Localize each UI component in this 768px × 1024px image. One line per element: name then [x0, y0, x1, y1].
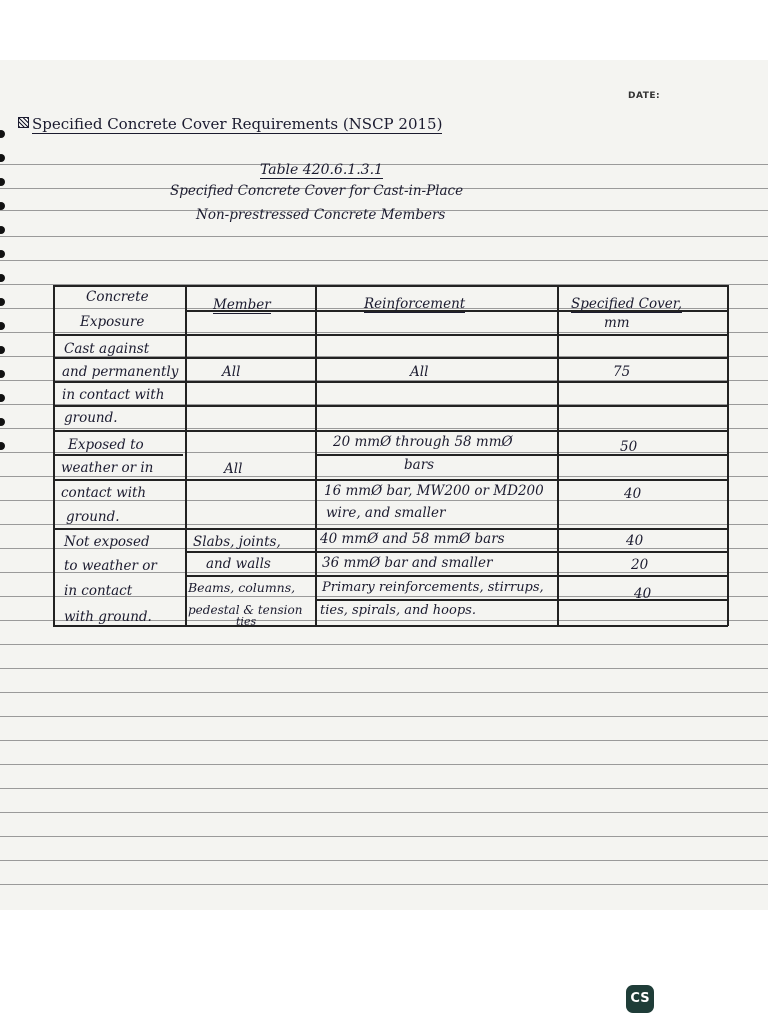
- g2-exposure-line1: Exposed to: [68, 437, 144, 453]
- g3-row3-cover: 40: [634, 586, 652, 602]
- header-cover-line1: Specified Cover,: [571, 296, 683, 312]
- g1-exposure-line1: Cast against: [64, 341, 150, 357]
- g1-exposure-line3: in contact with: [62, 387, 165, 403]
- g1-exposure-line4: ground.: [64, 410, 118, 426]
- g2-row2-cover: 40: [624, 486, 642, 502]
- g2-member: All: [224, 461, 243, 477]
- g2-row1-reinforcement-line1: 20 mmØ through 58 mmØ: [333, 434, 513, 450]
- camscanner-logo: CS: [626, 985, 654, 1013]
- g3-row2-cover: 20: [631, 557, 649, 573]
- g1-member: All: [222, 364, 241, 380]
- table-title-line2: Non-prestressed Concrete Members: [196, 207, 446, 223]
- g2-exposure-line4: ground.: [66, 509, 120, 525]
- g1-exposure-line2: and permanently: [62, 364, 179, 380]
- g1-reinforcement: All: [410, 364, 429, 380]
- g2-row1-reinforcement-line2: bars: [404, 457, 435, 473]
- table-number: Table 420.6.1.3.1: [260, 162, 383, 178]
- g3-member-beams-line3: ties: [236, 615, 257, 628]
- g3-exposure-line4: with ground.: [64, 609, 152, 625]
- header-exposure-line2: Exposure: [80, 314, 145, 330]
- g3-row2-reinforcement: 36 mmØ bar and smaller: [322, 555, 493, 571]
- g2-row2-reinforcement-line2: wire, and smaller: [326, 505, 446, 521]
- g3-exposure-line2: to weather or: [64, 558, 157, 574]
- header-reinforcement: Reinforcement: [364, 296, 466, 312]
- g2-exposure-line3: contact with: [61, 485, 147, 501]
- heading-text: Specified Concrete Cover Requirements (NSCP 2015): [32, 115, 443, 133]
- g2-row2-reinforcement-line1: 16 mmØ bar, MW200 or MD200: [324, 483, 544, 499]
- g2-row1-cover: 50: [620, 439, 638, 455]
- date-label: DATE:: [628, 91, 661, 101]
- g3-exposure-line1: Not exposed: [64, 534, 150, 550]
- g3-member-slabs-line2: and walls: [206, 556, 271, 572]
- g3-row3-reinforcement-line2: ties, spirals, and hoops.: [320, 603, 476, 618]
- g3-member-slabs-line1: Slabs, joints,: [193, 534, 281, 550]
- g1-cover: 75: [613, 364, 631, 380]
- g3-row3-reinforcement-line1: Primary reinforcements, stirrups,: [322, 580, 544, 595]
- header-cover-line2: mm: [604, 315, 630, 331]
- g3-exposure-line3: in contact: [64, 583, 133, 599]
- g2-exposure-line2: weather or in: [61, 460, 154, 476]
- g3-member-beams-line1: Beams, columns,: [188, 580, 296, 595]
- g3-row1-reinforcement: 40 mmØ and 58 mmØ bars: [320, 531, 505, 547]
- g3-member-beams-line2: pedestal & tension: [188, 603, 303, 617]
- header-exposure-line1: Concrete: [86, 289, 149, 305]
- header-member: Member: [213, 297, 271, 313]
- g3-row1-cover: 40: [626, 533, 644, 549]
- table-title-line1: Specified Concrete Cover for Cast-in-Place: [170, 183, 464, 199]
